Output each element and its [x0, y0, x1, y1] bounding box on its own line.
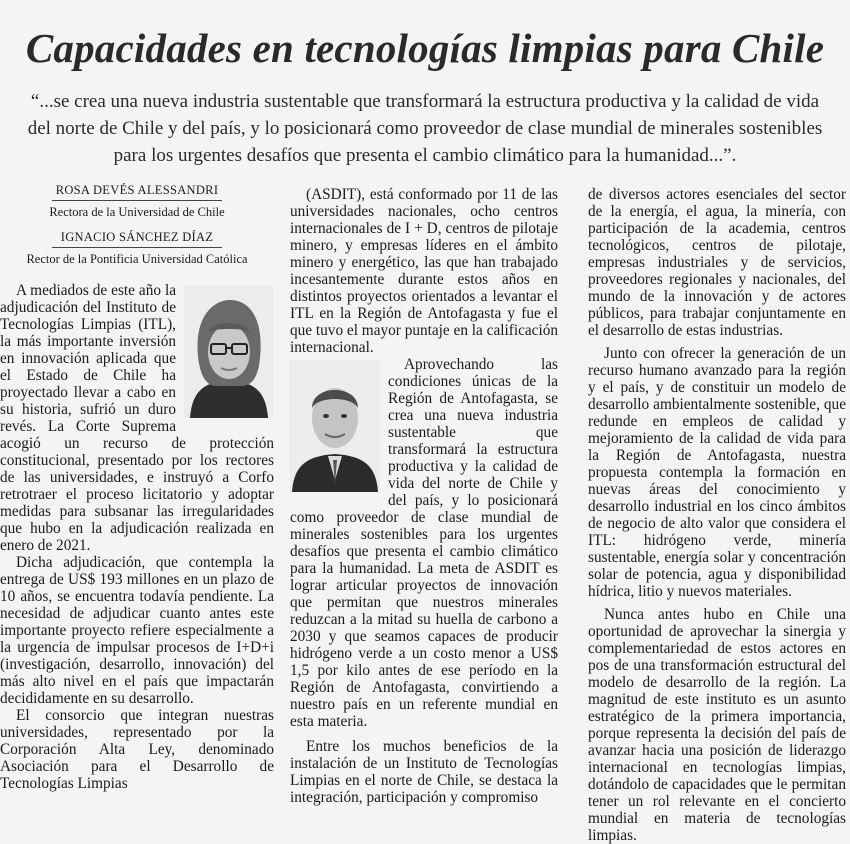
- column-1-body: [0, 282, 274, 792]
- author-photo-ignacio-sanchez: [290, 360, 380, 492]
- author-name: ROSA DEVÉS ALESSANDRI: [55, 183, 219, 197]
- paragraph: Entre los muchos beneficios de la instalación de un Instituto de Tecnologías Limpias en el norte de Chile, se destaca la integración, participación y compromiso: [290, 738, 558, 806]
- article-title: Capacidades en tecnologías limpias para Chile: [25, 25, 825, 71]
- author-photo-rosa-deves: [184, 286, 274, 418]
- paragraph: A mediados de este año la adjudicación del Instituto de Tecnologías Limpias (ITL), la más importante inversión en innovación aplicada que el Estado de Chile ha proyectado llevar a cabo en su historia, sufrió un duro revés. La Corte Suprema acogió un recurso de protección constitucional, presentado por los rectores de las universidades, e instruyó a Corfo retrotraer el proceso licitatorio y adoptar medidas para subsanar las irregularidades que hubo en la adjudicación realizada en enero de 2021.: [0, 282, 274, 554]
- paragraph: Dicha adjudicación, que contempla la entrega de US$ 193 millones en un plazo de 10 años, se encuentra todavía pendiente. La necesidad de adjudicar cuanto antes este importante proyecto refiere especialmente a la urgencia de impulsar procesos de I+D+i (investigación, desarrollo, innovación) del más alto nivel en el país que impactarán decididamente en su desarrollo.: [0, 554, 274, 707]
- byline-rule: [52, 200, 222, 201]
- paragraph: de diversos actores esenciales del sector de la energía, el agua, la minería, con participación de la academia, centros tecnológicos, centros de pilotaje, empresas industriales y de servicios, proveedores regionales y nacionales, del mundo de la innovación y de actores públicos, para trabajar conjuntamente en el desarrollo de estas industrias.: [588, 186, 846, 339]
- author-role: Rectora de la Universidad de Chile: [49, 205, 225, 219]
- byline-author-2: [0, 229, 274, 268]
- column-2: [290, 186, 558, 806]
- column-1: [0, 182, 274, 792]
- byline-rule: [52, 247, 222, 248]
- author-role: Rector de la Pontificia Universidad Católica: [26, 252, 248, 266]
- paragraph: Aprovechando las condiciones únicas de la Región de Antofagasta, se crea una nueva industria sustentable que transformará la estructura productiva y la calidad de vida del norte de Chile y del país, y lo posicionará como proveedor de clase mundial de minerales sostenibles para los urgentes desafíos que presenta el cambio climático para la humanidad. La meta de ASDIT es lograr articular proyectos de innovación que permitan que nuestros minerales reduzcan a la mitad su huella de carbono a 2030 y que seamos capaces de producir hidrógeno verde a un costo menor a US$ 1,5 por kilo antes de ese período en la Región de Antofagasta, convirtiendo a nuestro país en un referente mundial en esta materia.: [290, 356, 558, 730]
- column-3: [588, 186, 846, 844]
- paragraph: Junto con ofrecer la generación de un recurso humano avanzado para la región y el país, y de constituir un modelo de desarrollo ambientalmente sostenible, que redunde en empleos de calidad y mejoramiento de la calidad de vida para la Región de Antofagasta, nuestra propuesta contempla la formación en nuevas áreas del conocimiento y desarrollo industrial en los cinco ámbitos de negocio de alto valor que considera el ITL: hidrógeno verde, minería sustentable, energía solar y concentración solar de potencia, agua y disponibilidad hídrica, litio y nuevos materiales.: [588, 345, 846, 600]
- article-pull-quote: “...se crea una nueva industria sustentable que transformará la estructura productiva y la calidad de vida del norte de Chile y del país, y lo posicionará como proveedor de clase mundial de minerales sostenibles para los urgentes desafíos que presenta el cambio climático para la humanidad...”.: [27, 91, 823, 166]
- paragraph: El consorcio que integran nuestras universidades, representado por la Corporación Alta Ley, denominado Asociación para el Desarrollo de Tecnologías Limpias: [0, 707, 274, 792]
- paragraph: (ASDIT), está conformado por 11 de las universidades nacionales, ocho centros internacionales de I + D, centros de pilotaje minero, y empresas líderes en el ámbito minero y energético, las que han trabajado incesantemente durante estos años en distintos proyectos orientados a levantar el ITL en la Región de Antofagasta y fue el que tuvo el mayor puntaje en la calificación internacional.: [290, 186, 559, 356]
- author-name: IGNACIO SÁNCHEZ DÍAZ: [60, 230, 214, 244]
- byline-author-1: [0, 182, 274, 221]
- paragraph: Nunca antes hubo en Chile una oportunidad de aprovechar la sinergia y complementariedad de estos actores en pos de una transformación estructural del modelo de desarrollo de la región. La magnitud de este instituto es un asunto estratégico de la primera importancia, porque representa la decisión del país de avanzar hacia una posición de liderazgo internacional en tecnologías limpias, dotándolo de capacidades que le permitan tener un rol relevante en el concierto mundial en materia de tecnologías limpias.: [588, 606, 846, 844]
